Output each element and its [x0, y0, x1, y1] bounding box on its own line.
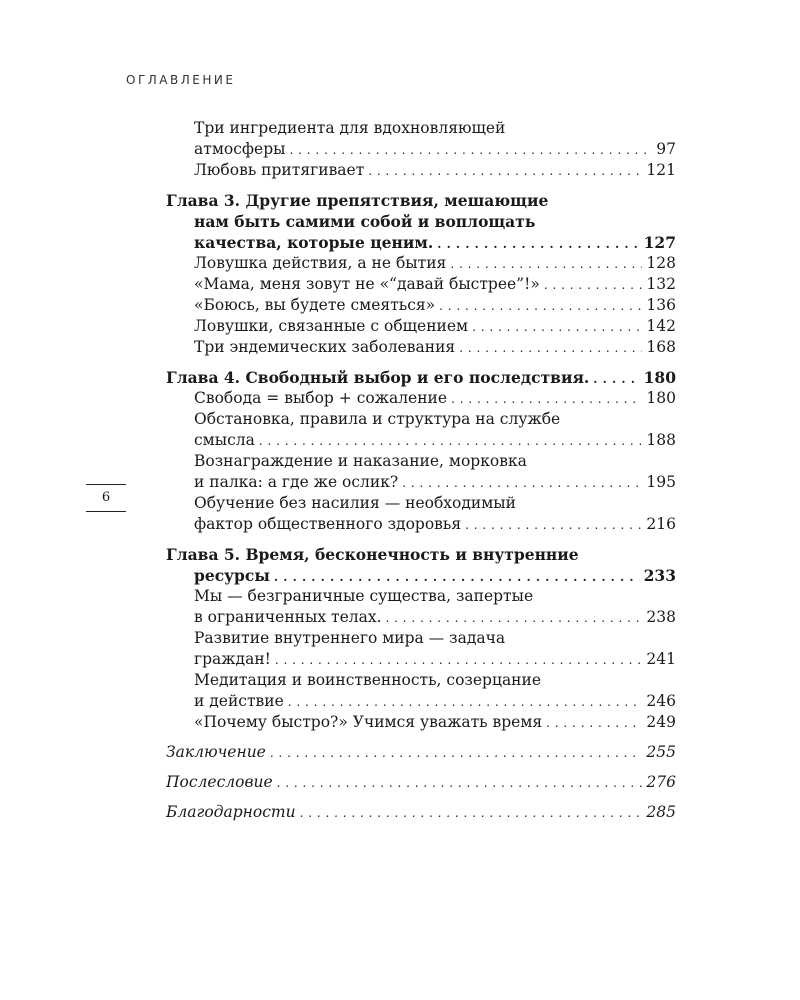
back-matter-title: Заключение: [166, 743, 266, 761]
toc-entry-title: «Мама, меня зовут не «“давай быстрее”!»: [194, 275, 540, 293]
toc-page-number: 188: [646, 431, 676, 449]
dot-leader: [275, 649, 643, 670]
toc-entry: [166, 139, 676, 160]
dot-leader: [289, 139, 652, 160]
chapter-entry: [166, 367, 676, 388]
back-matter-entry: [166, 802, 676, 823]
toc-entry: [166, 388, 676, 409]
chapter-page-number: 127: [643, 233, 676, 252]
toc-entry: [166, 649, 676, 670]
toc-entry: [166, 514, 676, 535]
dot-leader: [437, 232, 639, 253]
toc-page-number: 97: [656, 140, 676, 158]
toc-entry-title: «Боюсь, вы будете смеяться»: [194, 296, 436, 314]
toc-entry: [166, 295, 676, 316]
toc-entry: [166, 253, 676, 274]
toc-entry-line: Обучение без насилия — необходимый: [194, 494, 516, 512]
toc-entry: [166, 316, 676, 337]
toc-entry-title: и действие: [194, 692, 284, 710]
dot-leader: [277, 772, 643, 793]
toc-entry-title: Любовь притягивает: [194, 161, 365, 179]
back-matter-page-number: 255: [646, 743, 676, 761]
toc-entry-title: Ловушки, связанные с общением: [194, 317, 469, 335]
chapter-heading-line: Глава 3. Другие препятствия, мешающие: [166, 191, 549, 210]
toc-entry: [166, 712, 676, 733]
back-matter-entry: [166, 772, 676, 793]
toc-entry-line: Развитие внутреннего мира — задача: [194, 629, 506, 647]
chapter-page-number: 180: [643, 368, 676, 387]
toc-entry: [166, 337, 676, 358]
toc-entry-line: Медитация и воинственность, созерцание: [194, 671, 542, 689]
toc-page-number: 142: [646, 317, 676, 335]
toc-entry: [166, 472, 676, 493]
dot-leader: [465, 514, 642, 535]
toc-entry-title: Свобода = выбор + сожаление: [194, 389, 448, 407]
dot-leader: [300, 802, 643, 823]
toc-entry: [166, 691, 676, 712]
dot-leader: [402, 472, 642, 493]
chapter-title: ресурсы: [194, 566, 270, 585]
dot-leader: [459, 337, 642, 358]
dot-leader: [450, 253, 642, 274]
dot-leader: [274, 565, 640, 586]
toc-page-number: 249: [646, 713, 676, 731]
toc-page-number: 216: [646, 515, 676, 533]
toc-page-number: 132: [646, 275, 676, 293]
back-matter-page-number: 276: [646, 773, 676, 791]
back-matter-title: Послесловие: [166, 773, 273, 791]
toc-entry-title: атмосферы: [194, 140, 286, 158]
toc-page-number: 168: [646, 338, 676, 356]
toc-entry-title: Три эндемических заболевания: [194, 338, 456, 356]
dot-leader: [259, 430, 643, 451]
chapter-entry: [166, 565, 676, 586]
toc-entry-title: смысла: [194, 431, 255, 449]
toc-page-number: 180: [646, 389, 676, 407]
dot-leader: [472, 316, 642, 337]
dot-leader: [288, 691, 643, 712]
chapter-title: Глава 4. Свободный выбор и его последствия.: [166, 368, 590, 387]
toc-entry-title: граждан!: [194, 650, 271, 668]
toc-page-number: 246: [646, 692, 676, 710]
toc-entry: [166, 160, 676, 181]
toc-entry-line: Мы — безграничные существа, запертые: [194, 587, 534, 605]
dot-leader: [368, 160, 642, 181]
dot-leader: [451, 388, 642, 409]
toc-entry-line: Обстановка, правила и структура на службе: [194, 410, 561, 428]
toc-entry: [166, 607, 676, 628]
toc-entry-title: фактор общественного здоровья: [194, 515, 462, 533]
toc-entry-title: в ограниченных телах.: [194, 608, 382, 626]
chapter-page-number: 233: [643, 566, 676, 585]
dot-leader: [386, 607, 643, 628]
chapter-heading-line: нам быть самими собой и воплощать: [194, 212, 536, 231]
toc-page-number: 195: [646, 473, 676, 491]
page-number: 6: [86, 484, 126, 512]
toc-page-number: 128: [646, 254, 676, 272]
dot-leader: [546, 712, 642, 733]
toc-entry: [166, 274, 676, 295]
toc-entry-line: Три ингредиента для вдохновляющей: [194, 119, 506, 137]
dot-leader: [544, 274, 643, 295]
toc-page-number: 238: [646, 608, 676, 626]
back-matter-page-number: 285: [646, 803, 676, 821]
toc-entry-title: Ловушка действия, а не бытия: [194, 254, 447, 272]
toc-entry: [166, 430, 676, 451]
toc-entry-line: Вознаграждение и наказание, морковка: [194, 452, 527, 470]
dot-leader: [593, 367, 639, 388]
back-matter-title: Благодарности: [166, 803, 296, 821]
back-matter-entry: [166, 742, 676, 763]
toc-entry-title: и палка: а где же ослик?: [194, 473, 399, 491]
dot-leader: [270, 742, 643, 763]
toc-page-number: 241: [646, 650, 676, 668]
toc-page-number: 136: [646, 296, 676, 314]
chapter-title: качества, которые ценим.: [194, 233, 434, 252]
chapter-heading-line: Глава 5. Время, бесконечность и внутренние: [166, 545, 579, 564]
chapter-entry: [166, 232, 676, 253]
running-head: ОГЛАВЛЕНИЕ: [126, 73, 236, 87]
toc-page-number: 121: [646, 161, 676, 179]
toc-entry-title: «Почему быстро?» Учимся уважать время: [194, 713, 543, 731]
dot-leader: [439, 295, 642, 316]
table-of-contents: [166, 118, 676, 823]
